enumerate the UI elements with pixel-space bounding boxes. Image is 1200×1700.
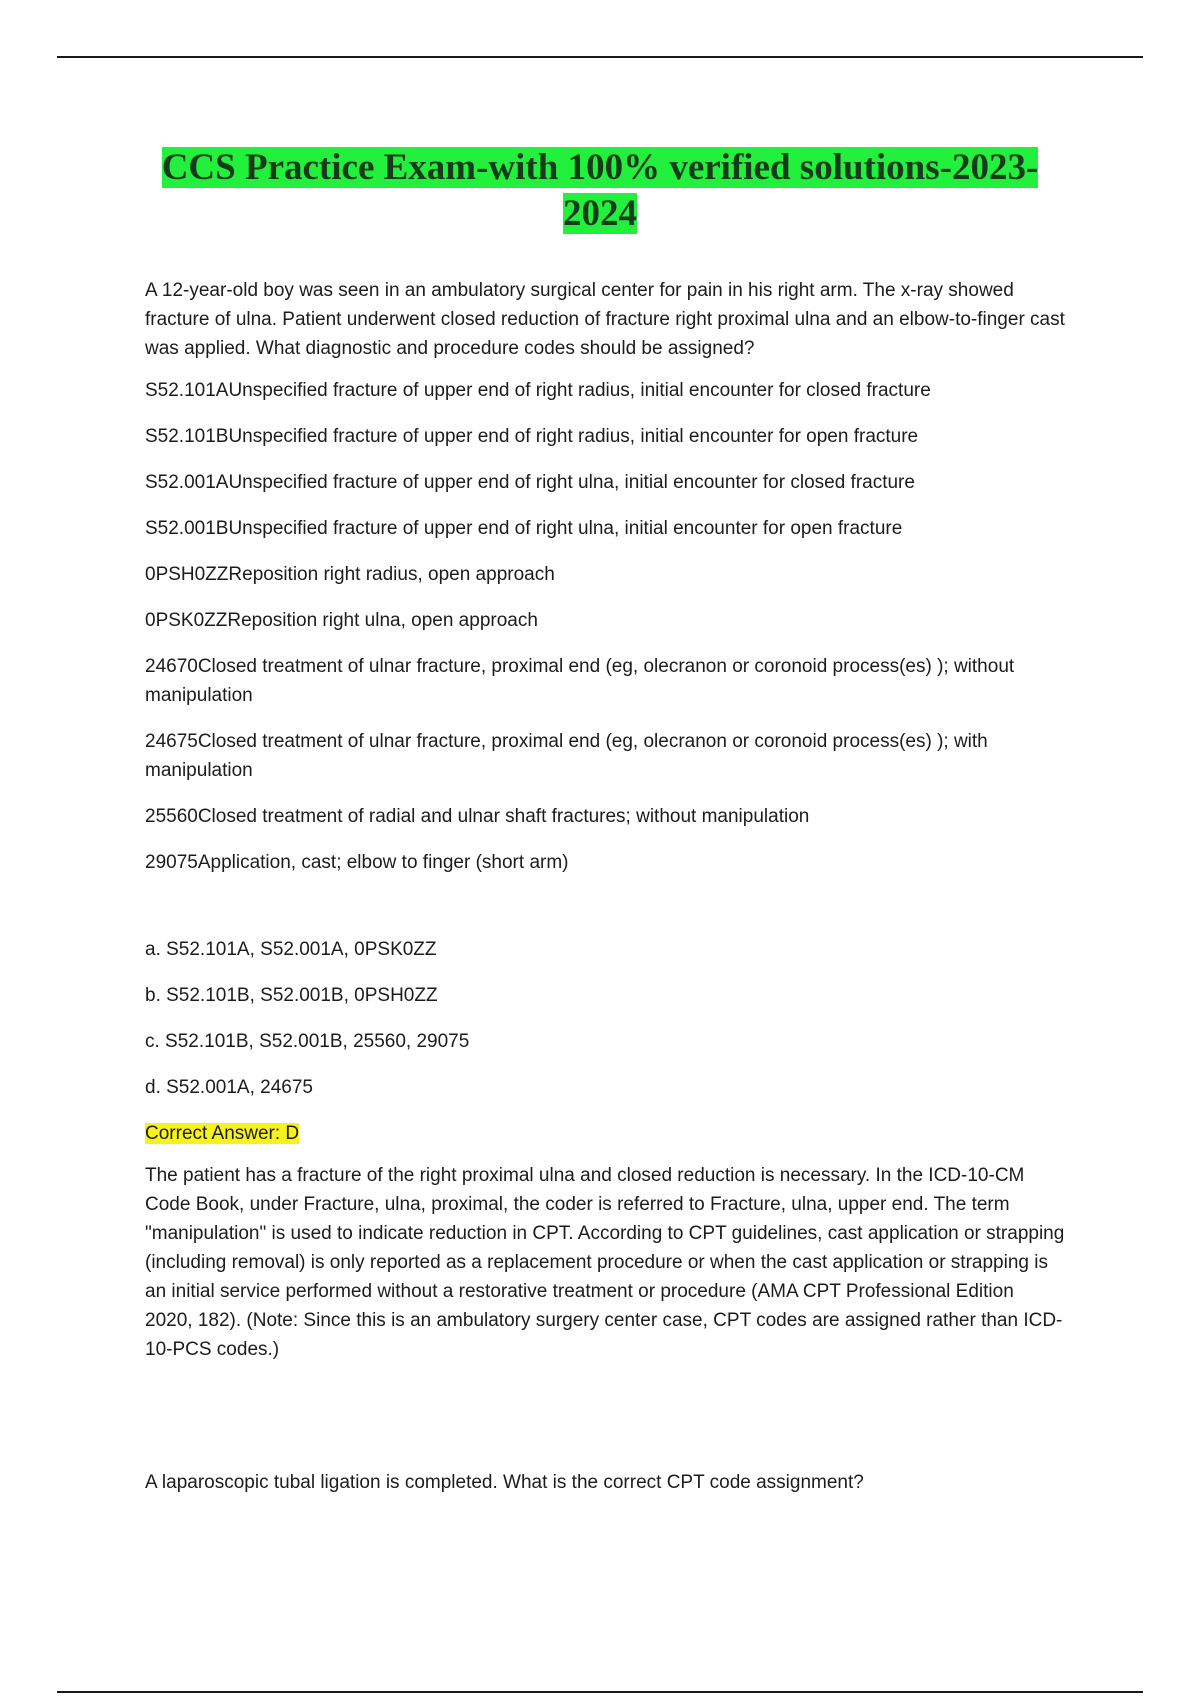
- title-line-1: CCS Practice Exam-with 100% verified solutions-2023-: [161, 147, 1039, 188]
- question-2-text: A laparoscopic tubal ligation is completed. What is the correct CPT code assignment?: [145, 1472, 864, 1493]
- code-item: 24675Closed treatment of ulnar fracture, proximal end (eg, olecranon or coronoid process(es) ); with manipulation: [145, 731, 988, 781]
- code-item: S52.001BUnspecified fracture of upper end of right ulna, initial encounter for open fracture: [145, 518, 903, 539]
- code-item: S52.001AUnspecified fracture of upper end of right ulna, initial encounter for closed fracture: [145, 472, 915, 493]
- bottom-rule: [57, 1691, 1143, 1693]
- code-item: 0PSH0ZZReposition right radius, open approach: [145, 564, 555, 585]
- choice-a: a. S52.101A, S52.001A, 0PSK0ZZ: [145, 939, 437, 960]
- choice-d: d. S52.001A, 24675: [145, 1077, 313, 1098]
- code-item: S52.101BUnspecified fracture of upper end of right radius, initial encounter for open fracture: [145, 426, 919, 447]
- document-body: [145, 276, 1065, 1512]
- code-list: [145, 376, 1065, 877]
- top-rule: [57, 56, 1143, 58]
- question-1-text: A 12-year-old boy was seen in an ambulatory surgical center for pain in his right arm. The x-ray showed fracture of ulna. Patient underwent closed reduction of fracture right proximal ulna and an elbow-to-finger cast was applied. What diagnostic and procedure codes should be assigned?: [145, 280, 1065, 359]
- correct-answer-highlight: Correct Answer: D: [145, 1123, 300, 1144]
- correct-answer: [145, 1119, 1065, 1148]
- choice-c: c. S52.101B, S52.001B, 25560, 29075: [145, 1031, 470, 1052]
- code-item: 24670Closed treatment of ulnar fracture, proximal end (eg, olecranon or coronoid process(es) ); without manipulation: [145, 656, 1015, 706]
- code-item: 0PSK0ZZReposition right ulna, open approach: [145, 610, 538, 631]
- document-title: [100, 145, 1100, 237]
- choice-b: b. S52.101B, S52.001B, 0PSH0ZZ: [145, 985, 438, 1006]
- code-item: 25560Closed treatment of radial and ulnar shaft fractures; without manipulation: [145, 806, 810, 827]
- title-line-2: 2024: [563, 193, 637, 234]
- answer-choices: [145, 935, 1065, 1102]
- code-item: 29075Application, cast; elbow to finger (short arm): [145, 852, 569, 873]
- explanation-text: The patient has a fracture of the right proximal ulna and closed reduction is necessary. In the ICD-10-CM Code Book, under Fracture, ulna, proximal, the coder is referred to Fracture, ulna, upper end. The term "manipulation" is used to indicate reduction in CPT. According to CPT guidelines, cast application or strapping (including removal) is only reported as a replacement procedure or when the cast application or strapping is an initial service performed without a restorative treatment or procedure (AMA CPT Professional Edition 2020, 182). (Note: Since this is an ambulatory surgery center case, CPT codes are assigned rather than ICD-10-PCS codes.): [145, 1165, 1065, 1360]
- code-item: S52.101AUnspecified fracture of upper end of right radius, initial encounter for closed fracture: [145, 380, 931, 401]
